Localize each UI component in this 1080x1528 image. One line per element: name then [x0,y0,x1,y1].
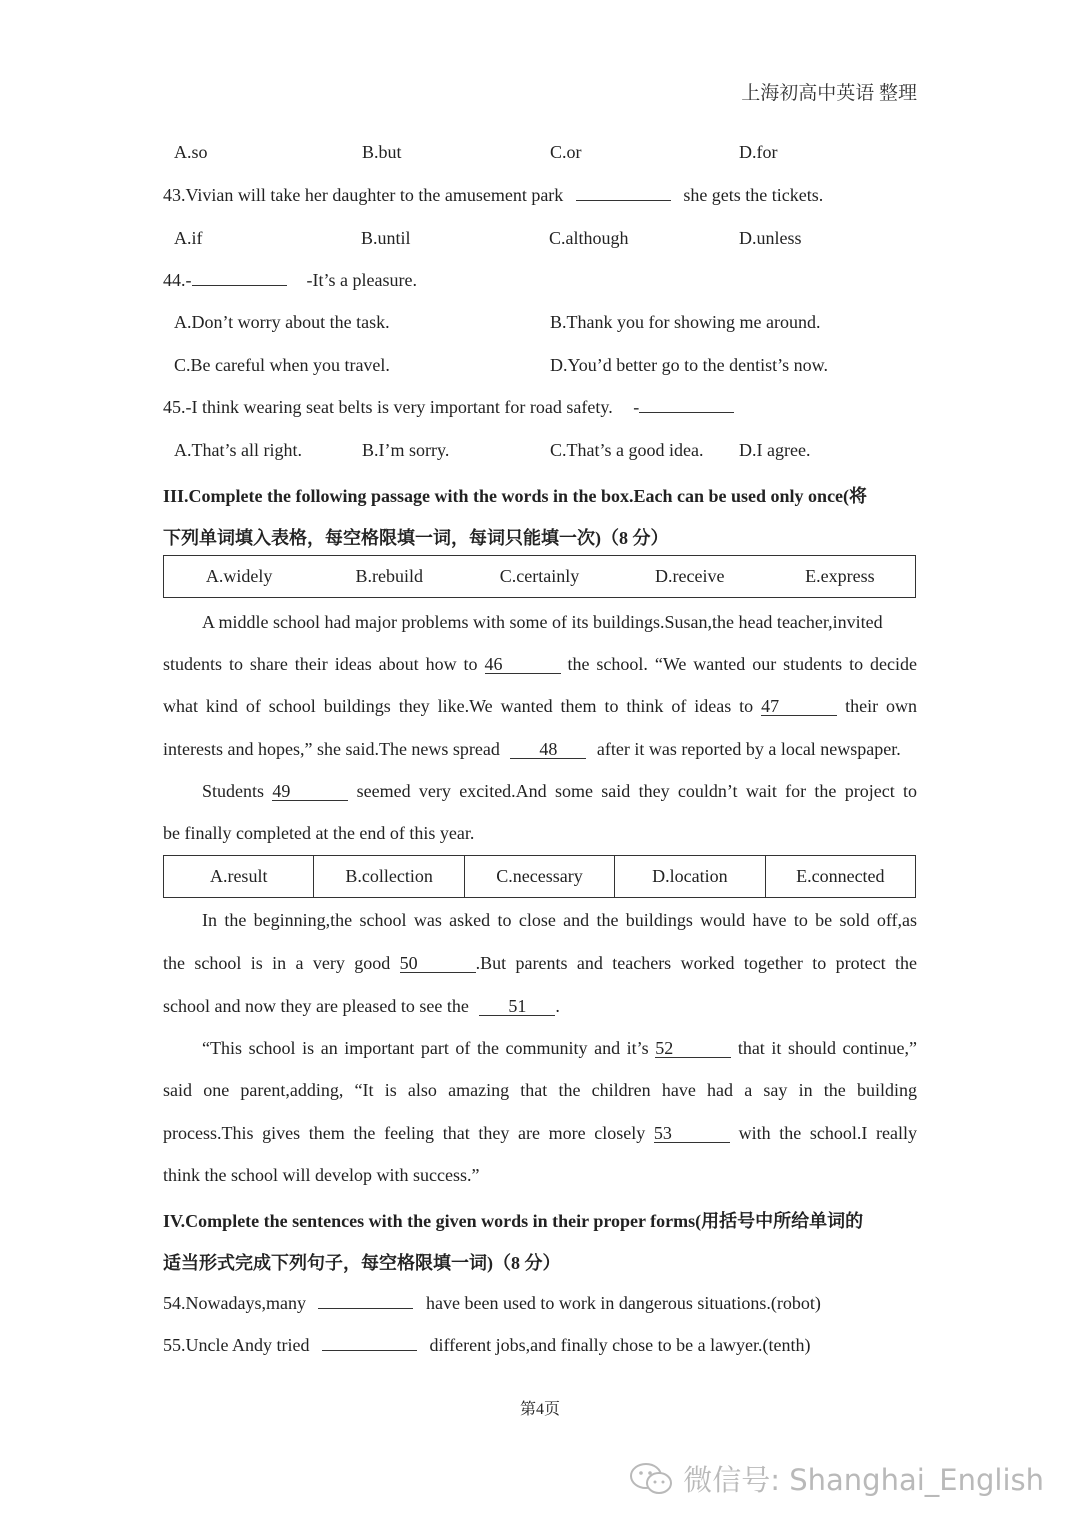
q45-option-b: B.I’m sorry. [362,440,450,460]
q43-option-b: B.until [361,228,411,248]
q54-blank [318,1308,413,1309]
blank-53: 53 [654,1124,730,1143]
watermark [629,1458,1044,1499]
section-3-title: III.Complete the following passage with the words in the box.Each can be used only once(将 [163,486,868,506]
passage-1-line-3: what kind of school buildings they like.We wanted them to think of ideas to 47 their own [163,696,918,716]
passage-1-line-1: A middle school had major problems with some of its buildings.Susan,the head teacher,invited [202,612,883,632]
passage-2-line-2: be finally completed at the end of this year. [163,823,475,843]
passage-4-line-3: process.This gives them the feeling that they are more closely 53 with the school.I really [163,1123,917,1143]
blank-52: 52 [655,1039,731,1058]
word-box-1-item: A.widely [205,566,273,586]
passage-4-line-1: “This school is an important part of the community and it’s 52 that it should continue,” [202,1038,918,1058]
question-54: 54.Nowadays,many have been used to work in dangerous situations.(robot) [163,1293,821,1313]
question-55: 55.Uncle Andy tried different jobs,and finally chose to be a lawyer.(tenth) [163,1335,811,1355]
passage-4-line-2: said one parent,adding, “It is also amazing that the children have had a say in the building [163,1080,917,1100]
q45-dash: - [633,397,640,417]
word-box-2-item: D.location [614,856,764,897]
wechat-icon [629,1461,675,1497]
blank-51: 51 [479,997,555,1016]
passage-1-line-2: students to share their ideas about how to 46 the school. “We wanted our students to decide [163,654,918,674]
q45-option-c: C.That’s a good idea. [550,440,704,460]
word-box-1-item: E.express [805,566,875,586]
question-44 [163,270,417,291]
blank-47: 47 [761,697,837,716]
page-number: 第4页 [519,1401,560,1418]
q44-reply: -It’s a pleasure. [306,270,417,290]
word-box-2-item: C.necessary [464,856,614,897]
passage-3-line-3: school and now they are pleased to see the 51 . [163,996,560,1016]
blank-48: 48 [510,740,586,759]
passage-4-line-4: think the school will develop with success.” [163,1165,480,1185]
word-box-1-item: C.certainly [499,566,580,586]
blank-46: 46 [485,655,561,674]
section-3-title-cont: 下列单词填入表格，每空格限填一词，每词只能填一次)（8 分） [163,528,669,548]
word-box-2 [163,855,916,898]
word-box-1-item: B.rebuild [355,566,424,586]
passage-2-line-1: Students 49 seemed very excited.And some said they couldn’t wait for the project to [202,781,918,801]
q43-option-a: A.if [174,228,203,248]
section-4-title-cont: 适当形式完成下列句子，每空格限填一词)（8 分） [163,1253,561,1273]
q43-text-after: she gets the tickets. [683,185,824,205]
q44-option-d: D.You’d better go to the dentist’s now. [550,355,828,375]
q43-option-d: D.unless [739,228,802,248]
q44-option-a: A.Don’t worry about the task. [174,312,390,332]
q43-blank [576,200,671,201]
q44-option-b: B.Thank you for showing me around. [550,312,821,332]
q42-option-a: A.so [174,142,208,162]
passage-1-line-4: interests and hopes,” she said.The news spread 48 after it was reported by a local newspaper. [163,739,901,759]
q42-option-c: C.or [550,142,582,162]
q45-option-a: A.That’s all right. [174,440,302,460]
word-box-2-item: B.collection [313,856,463,897]
passage-3-line-2: the school is in a very good 50 .But parents and teachers worked together to protect the [163,953,918,973]
word-box-1 [163,555,916,598]
blank-50: 50 [400,954,476,973]
page-header: 上海初高中英语 整理 [741,83,917,104]
word-box-2-item: A.result [209,866,268,886]
word-box-1-item: D.receive [654,566,725,586]
question-43 [163,185,823,206]
q43-text: 43.Vivian will take her daughter to the amusement park [163,185,564,205]
q42-option-b: B.but [362,142,402,162]
q55-blank [322,1350,417,1351]
q45-text: 45.-I think wearing seat belts is very important for road safety. [163,397,613,417]
q44-prefix: 44.- [163,270,192,290]
q43-option-c: C.although [549,228,629,248]
passage-3-line-1: In the beginning,the school was asked to close and the buildings would have to be sold off,as [202,910,917,930]
question-45 [163,397,734,418]
q45-blank [639,412,734,413]
blank-49: 49 [272,782,348,801]
q44-option-c: C.Be careful when you travel. [174,355,390,375]
watermark-text: 微信号: Shanghai_English [683,1463,1044,1497]
section-4-title: IV.Complete the sentences with the given words in their proper forms(用括号中所给单词的 [163,1211,864,1231]
q42-option-d: D.for [739,142,778,162]
q44-blank [192,285,287,286]
q45-option-d: D.I agree. [739,440,811,460]
word-box-2-item: E.connected [765,856,915,897]
